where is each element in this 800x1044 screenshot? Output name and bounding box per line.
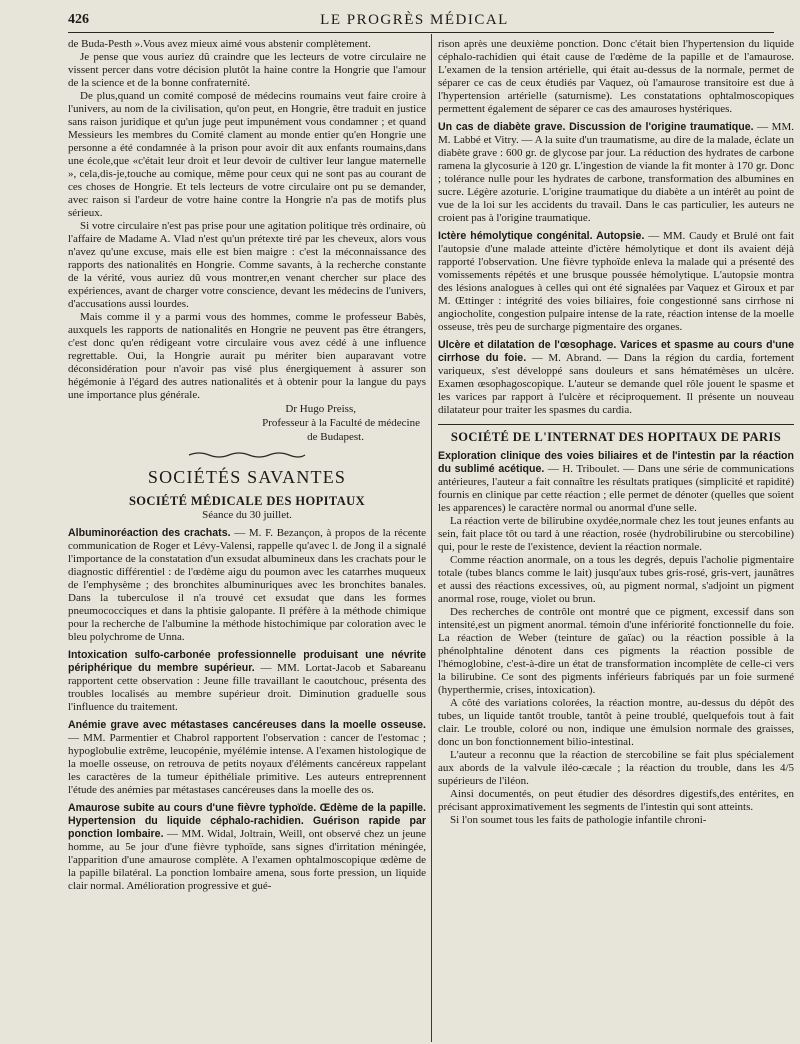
article-body: — M. Abrand. — Dans la région du cardia, fortement variqueux, s'est développé sans douleurs et sans hématémèses un ulcère. Examen œsophagoscopique. L'auteur se demande quel rôle jouent le spasme et les varices par rapport à l'ulcère et réciproquement. Il présente un nouveau dilatateur pour traiter les spasmes du cardia.	[438, 352, 795, 416]
letter-paragraph: Mais comme il y a parmi vous des hommes, comme le professeur Babès, auxquels les rapports de nationalités en Hongrie ne peuvent pas être étrangers, c'est donc qu'en rédigeant votre circulaire vous avez cédé à une influence regrettable. Oui, la Hongrie aurait pu mériter bien auparavant votre déconsidération pour n'avoir pas visé plus énergiquement à assurer son hégémonie à l'égard des autres nationalités et à obtenir pour la langue du pays une importance plus générale.	[68, 311, 426, 401]
article-exploration	[438, 450, 794, 827]
continuation-paragraph: rison après une deuxième ponction. Donc c'était bien l'hypertension du liquide céphalo-rachidien qui était cause de l'œdème de la papille et de l'amaurose. L'examen de la tension artérielle, qui était au-dessus de la normale, permet de séparer ce cas de ceux étudiés par Vaquez, où l'amaurose transitoire est due à l'hypertension artérielle (saturnisme). Les constatations ophtalmoscopiques permettent également de séparer ce cas des amauroses hystériques.	[438, 38, 794, 115]
article-paragraph: L'auteur a reconnu que la réaction de stercobiline se fait plus spécialement aux abords de la valvule iléo-cæcale ; la réaction du trouble, dans les 4/5 supérieurs de l'iléon.	[438, 749, 794, 787]
article-title: Ictère hémolytique congénital. Autopsie.	[438, 230, 645, 242]
signature-title: Professeur à la Faculté de médecine	[262, 417, 420, 429]
article-title: Intoxication sulfo-carbonée professionnelle produisant une névrite périphérique du membre supérieur.	[68, 649, 426, 674]
article-body: — MM. Parmentier et Chabrol rapportent l'observation : cancer de l'estomac ; hypoglobulie extrême, leucopénie, myélémie intense. A l'examen histologique de la moelle osseuse, on retrouva de petits noyaux d'éléments cancéreux rappelant les caractères de la tumeur épithéliale primitive. Les auteurs entreprennent l'étude des anémies par métastases cancéreuses dans la moelle des os.	[68, 732, 426, 796]
internat-section	[438, 424, 794, 827]
article-title: Un cas de diabète grave. Discussion de l'origine traumatique.	[438, 121, 754, 133]
article-paragraph: Des recherches de contrôle ont montré que ce pigment, excessif dans son intensité,est un pigment anormal. témoin d'une infériorité fonctionnelle du foie. La réaction de Weber (teinture de gaïac) ou la réaction possible à la phénolphtaline dénotent dans ces pigments la réaction possible de l'hémoglobine, c'est-à-dire un état de transformation incomplète de celle-ci vers la bilirubine. Ce sont des pigments inférieurs fabriqués par un foie surmené (hyperthermie, crises, intoxication).	[438, 606, 794, 696]
societies-heading: SOCIÉTÉS SAVANTES	[147, 467, 347, 487]
signature-name: Dr Hugo Preiss,	[285, 403, 356, 415]
letter-paragraph: Si votre circulaire n'est pas prise pour une agitation politique très ordinaire, où l'affaire de Madame A. Vlad n'est qu'un prétexte tiré par les cheveux, alors vous n'avez qu'une excuse, mais elle est bien maigre : c'est la méconnaissance des rapports des nationalités en Hongrie. Comme savants, à la recherche constante de la vérité, vous auriez dû vous montrer,en venant chercher sur place des expériences, avant de charger votre conscience, devant les médecins de l'univers, d'accusations aussi lourdes.	[68, 220, 426, 310]
article-amaurose	[68, 802, 426, 893]
journal-title: LE PROGRÈS MÉDICAL	[320, 11, 509, 28]
column-divider	[431, 34, 432, 1042]
article-body: — MM. Lortat-Jacob et Sabareanu rapportent cette observation : Jeune fille travaillant le caoutchouc, présenta des troubles localisés au membre supérieur droit. Diminution graduelle sous l'influence du traitement.	[68, 662, 426, 713]
article-body: — M. F. Bezançon, à propos de la récente communication de Roger et Lévy-Valensi, rappelle qu'avec l. de Jong il a signalé l'importance de la constatation d'un exsudat albumineux dans les crachats pour le diagnostic différentiel : de l'œdème aigu du poumon avec les catarrhes muqueux de l'emphysème ; des bronchites albuminuriques avec les bronchites banales. Dans la tuberculose il n'a trouvé cet exsudat que dans les formes pneumococciques et dans la phtisie galopante. Il préfère à la méthode chimique pour la recherche de l'albumine la méthode histochimique par coloration avec le bleu polychrome de Unna.	[68, 527, 427, 643]
session-date: Séance du 30 juillet.	[202, 509, 292, 521]
article-intoxication	[68, 649, 426, 714]
article-paragraph: Ainsi documentés, on peut étudier des désordres digestifs,des entérites, en précisant approximativement les segments de l'intestin qui sont atteints.	[438, 788, 794, 813]
letter-paragraph: de Buda-Pesth ».Vous avez mieux aimé vous abstenir complètement.	[68, 38, 371, 50]
section-title-internat: SOCIÉTÉ DE L'INTERNAT DES HOPITAUX DE PARIS	[450, 430, 782, 444]
article-title: Anémie grave avec métastases cancéreuses dans la moelle osseuse.	[68, 719, 426, 731]
article-body: — H. Triboulet. — Dans une série de communications antérieures, l'auteur a fait connaître les résultats pratiques (simplicité et rapidité) fournis en clinique par cette réaction ; elle permet de dénoter (quelles que soient les apparences) le caractère normal ou anormal d'une selle.	[438, 463, 794, 514]
article-diabete	[438, 121, 794, 225]
article-anemie	[68, 719, 426, 797]
article-paragraph: A côté des variations colorées, la réaction montre, au-dessus du dépôt des tubes, un liquide tantôt trouble, tantôt à peine troublé, quelquefois tout à fait clair. Le trouble, coloré ou non, indique une émulsion normale des graisses, donc un bon fonctionnement bilio-intestinal.	[438, 697, 794, 748]
ornament-divider	[68, 450, 426, 462]
article-body: — MM. M. Labbé et Vitry. — A la suite d'un traumatisme, au dire de la malade, éclate un diabète grave : 600 gr. de glycose par jour. La réduction des hydrates de carbone ramena la glycosurie à 120 gr. L'ingestion de viande la fit monter à 170 gr. Donc ; tolérance nulle pour les hydrates de carbone, transformation des albumines en sucre. Légère azoturie. L'origine traumatique du diabète a un intérêt au point de vue de la loi sur les accidents du travail. Dans le cas particulier, les auteurs ne croient pas à l'origine traumatique.	[438, 121, 794, 224]
article-body: — MM. Caudy et Brulé ont fait l'autopsie d'une malade atteinte d'ictère hémolytique et dont ils avaient déjà rapporté l'observation. Une fièvre typhoïde enleva la malade qui a présenté des vomissements répétés et une brusque poussée hémolytique. L'autopsie montra des lésions analogues à celles qui ont été signalées par Vaquez et Giroux et par M. Œttinger : intégrité des voies biliaires, foie congestionné sans cirrhose ni angiocholite, congestion pulpaire intense de la rate, réaction intense de la moelle osseuse, très peu de surcharge pigmentaire des organes.	[438, 230, 795, 333]
letter-paragraph: Je pense que vous auriez dû craindre que les lecteurs de votre circulaire ne vissent percer dans votre décision plutôt la haine contre la Hongrie que l'amour de la science et de la bonne confraternité.	[68, 51, 426, 89]
running-header	[68, 8, 774, 33]
right-column	[438, 38, 794, 827]
article-paragraph: Si l'on soumet tous les faits de pathologie infantile chroni-	[450, 814, 707, 826]
article-ictere	[438, 230, 794, 334]
article-title: Albuminoréaction des crachats.	[68, 527, 231, 539]
left-column	[68, 38, 426, 893]
article-body: — MM. Widal, Joltrain, Weill, ont observé chez un jeune homme, au 5e jour d'une fièvre typhoïde, sans signes d'irritation méningée, l'apparition d'une amaurose complète. A l'examen ophtalmoscopique œdème de la papille bilatéral. La ponction lombaire amena, sous forte pression, un liquide clair normal. Amélioration progressive et gué-	[68, 828, 427, 892]
signature-place: de Budapest.	[307, 431, 364, 443]
article-title: Ulcère et dilatation de l'œsophage. Varices et spasme au cours d'une cirrhose du foie.	[438, 339, 794, 364]
article-title: Exploration clinique des voies biliaires et de l'intestin par la réaction du sublimé acétique.	[438, 450, 794, 475]
page-number: 426	[68, 12, 89, 27]
article-paragraph: Comme réaction anormale, on a tous les degrés, depuis l'acholie pigmentaire totale (tubes blancs comme le lait) jusqu'aux tubes gris-rosé, gris-vert, jaunâtres et aussi des réactions excessives, où, au pigment normal, s'adjoint un pigment anormal rose, rouge, violet ou brun.	[438, 554, 794, 605]
section-title-hopitaux: SOCIÉTÉ MÉDICALE DES HOPITAUX	[128, 494, 366, 508]
article-paragraph: La réaction verte de bilirubine oxydée,normale chez les tout jeunes enfants au sein, fait place tôt ou tard à une réaction, rosée (hydrobilirubine ou stercobiline) qui, pour le reste de l'existence, devient la réaction normale.	[438, 515, 794, 553]
letter-paragraph: De plus,quand un comité composé de médecins roumains veut faire croire à l'univers, au nom de la civilisation, qu'on peut, en Hongrie, être traduit en justice sans raison juridique et qu'un juge peut impunément vous condamner ; et quand Messieurs les membres du Comité clament au monde entier qu'en Hongrie une personne a été condamnée à la prison pour avoir dit aux enfants roumains,dans une école,que «c'était leur droit et leur devoir de cultiver leur langue maternelle », cela,dis-je,touche au comique, même pour ceux qui ne sont pas au courant de ces choses de Hongrie. Et tels lecteurs de votre circulaire ont pu se demander, avec raison si l'ardeur de votre haine contre la Hongrie n'a pas de motifs plus sérieux.	[68, 90, 426, 219]
article-albumino	[68, 527, 426, 644]
article-ulcere	[438, 339, 794, 417]
article-title: Amaurose subite au cours d'une fièvre typhoïde. Œdème de la papille. Hypertension du liquide céphalo-rachidien. Guérison rapide par ponction lombaire.	[68, 802, 426, 840]
